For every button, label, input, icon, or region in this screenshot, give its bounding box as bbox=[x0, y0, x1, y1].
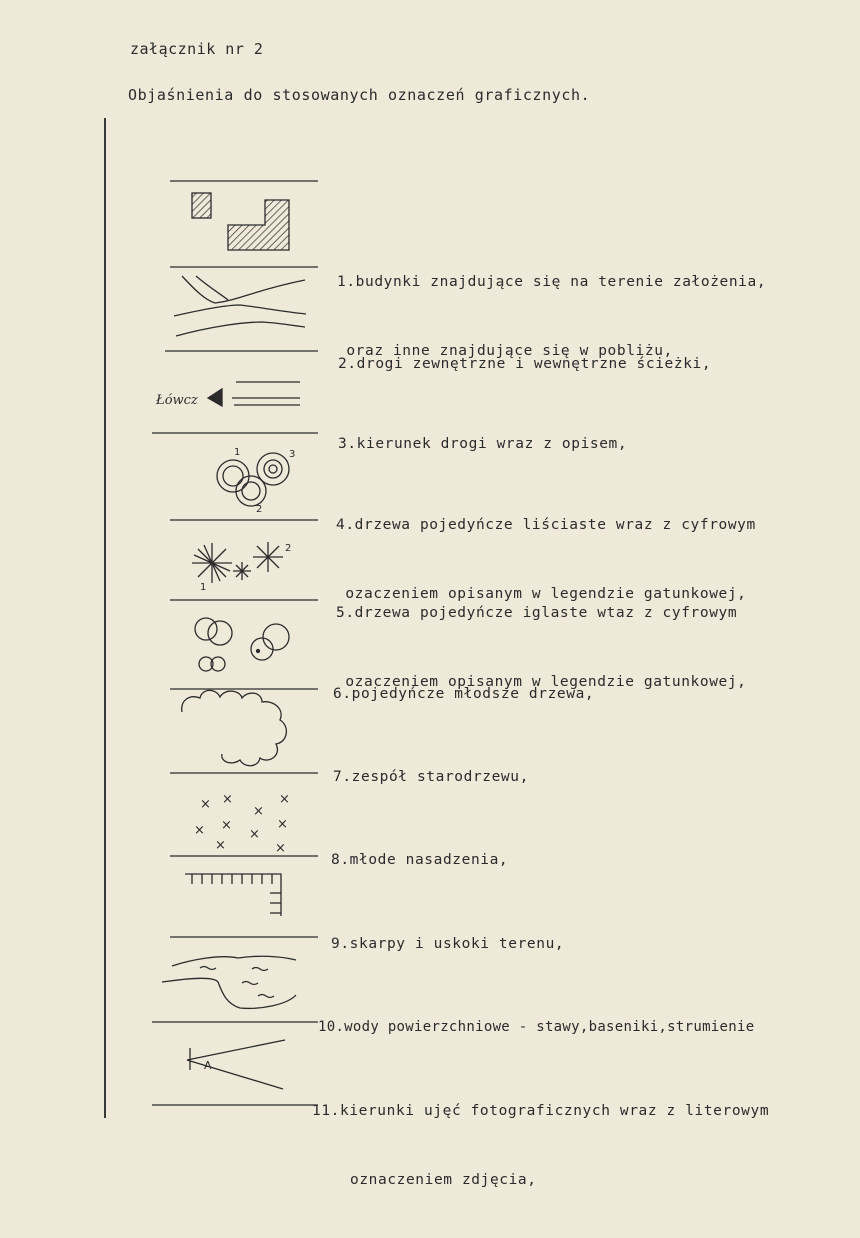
tree-number-2: 2 bbox=[256, 504, 263, 515]
conifer-number-1: 1 bbox=[200, 582, 207, 593]
attachment-label: załącznik nr 2 bbox=[130, 40, 264, 58]
svg-text:×: × bbox=[279, 792, 290, 807]
water-symbol bbox=[162, 956, 296, 1008]
svg-text:×: × bbox=[215, 838, 226, 853]
svg-text:×: × bbox=[277, 817, 288, 832]
tree-number-3: 3 bbox=[289, 449, 296, 460]
road-destination-label: Łówcz bbox=[156, 393, 198, 408]
conifer-number-2: 2 bbox=[285, 543, 292, 554]
old-tree-stand-symbol bbox=[182, 690, 287, 765]
svg-text:×: × bbox=[200, 797, 211, 812]
young-trees-symbol bbox=[195, 618, 289, 671]
tree-number-1: 1 bbox=[234, 447, 241, 458]
svg-text:×: × bbox=[194, 823, 205, 838]
conifer-trees-symbol bbox=[192, 542, 291, 593]
legend-item-6: 6.pojedyńcze młodsze drzewa, bbox=[333, 686, 595, 702]
photo-direction-symbol bbox=[187, 1040, 285, 1089]
legend-item-2: 2.drogi zewnętrzne i wewnętrzne ścieżki, bbox=[338, 356, 712, 372]
svg-text:×: × bbox=[221, 818, 232, 833]
legend-item-9: 9.skarpy i uskoki terenu, bbox=[331, 936, 565, 952]
svg-text:×: × bbox=[249, 827, 260, 842]
document-title: Objaśnienia do stosowanych oznaczeń graficznych. bbox=[128, 86, 591, 104]
buildings-symbol bbox=[192, 193, 289, 250]
photo-letter: A bbox=[204, 1059, 212, 1072]
legend-item-4: 4.drzewa pojedyńcze liściaste wraz z cyfrowym ozaczeniem opisanym w legendzie gatunkowej, bbox=[336, 517, 756, 602]
legend-item-8: 8.młode nasadzenia, bbox=[331, 852, 509, 868]
young-plantings-symbol bbox=[194, 792, 290, 856]
svg-text:×: × bbox=[222, 792, 233, 807]
legend-item-5: 5.drzewa pojedyńcze iglaste wtaz z cyfrowym ozaczeniem opisanym w legendzie gatunkowej, bbox=[336, 605, 747, 690]
road-direction-symbol bbox=[155, 382, 300, 408]
legend-item-7: 7.zespół starodrzewu, bbox=[333, 769, 529, 785]
deciduous-trees-symbol bbox=[217, 447, 295, 515]
slopes-symbol bbox=[185, 874, 281, 916]
roads-symbol bbox=[174, 276, 306, 336]
legend-item-10: 10.wody powierzchniowe - stawy,baseniki,strumienie bbox=[318, 1019, 755, 1035]
legend-item-11: 11.kierunki ujęć fotograficznych wraz z literowym oznaczeniem zdjęcia, bbox=[312, 1103, 770, 1188]
legend-item-1: 1.budynki znajdujące się na terenie założenia, oraz inne znajdujące się w pobliżu, bbox=[337, 274, 767, 359]
symbol-separators bbox=[152, 181, 318, 1105]
svg-text:×: × bbox=[253, 804, 264, 819]
legend-item-3: 3.kierunek drogi wraz z opisem, bbox=[338, 436, 628, 452]
svg-text:×: × bbox=[275, 841, 286, 856]
